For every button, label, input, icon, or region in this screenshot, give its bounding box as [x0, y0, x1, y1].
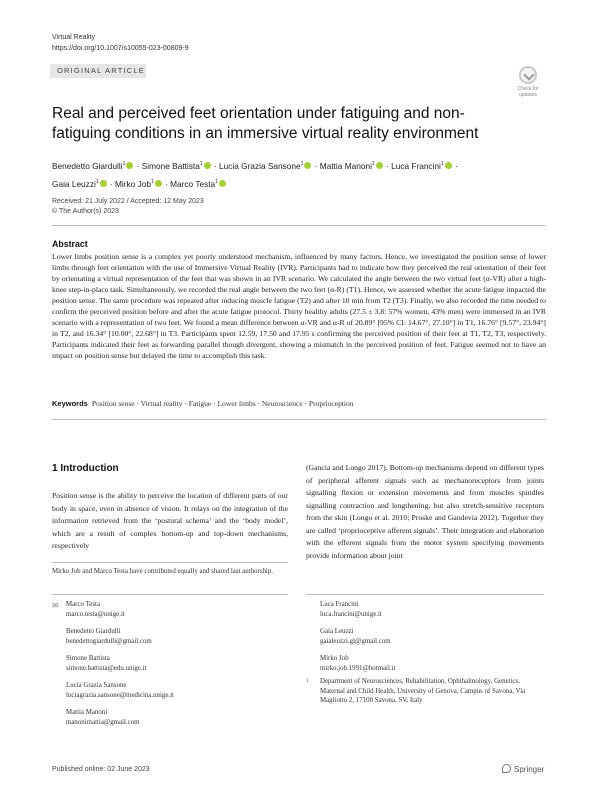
author-name: Lucia Grazia Sansone	[219, 161, 301, 171]
springer-horse-icon	[502, 764, 511, 773]
contact-email[interactable]: simone.battista@edu.unige.it	[66, 664, 147, 672]
keywords	[52, 398, 546, 409]
orcid-icon[interactable]	[155, 180, 162, 187]
keywords-label: Keywords	[52, 399, 88, 408]
author-affiliation-sup: 1	[122, 161, 126, 167]
contact-email[interactable]: benedettogiardulli@gmail.com	[66, 637, 152, 645]
contacts-right	[320, 600, 542, 683]
affiliation	[306, 677, 544, 706]
contact-entry	[66, 708, 286, 727]
section-heading-introduction: 1 Introduction	[52, 463, 119, 474]
abstract-heading: Abstract	[52, 239, 88, 249]
received-accepted-dates: Received: 21 July 2022 / Accepted: 12 May 2023	[52, 198, 204, 205]
orcid-icon[interactable]	[100, 180, 107, 187]
author-name: Gaia Leuzzi	[52, 179, 96, 189]
author-affiliation-sup: 1	[150, 179, 154, 185]
contact-entry	[320, 654, 542, 673]
author-name: Benedetto Giardulli	[52, 161, 123, 171]
article-title: Real and perceived feet orientation under fatiguing and non-fatiguing conditions in an immersive virtual reality environment	[52, 105, 479, 142]
journal-name: Virtual Reality	[52, 34, 96, 41]
contact-email[interactable]: manonimattia@gmail.com	[66, 718, 140, 726]
article-type-label: ORIGINAL ARTICLE	[57, 66, 145, 75]
author-affiliation-sup: 1	[300, 161, 304, 167]
author-affiliation-sup: 1	[199, 161, 203, 167]
contact-entry	[66, 681, 286, 700]
orcid-icon[interactable]	[445, 162, 452, 169]
contact-email[interactable]: luca.francini@unige.it	[320, 610, 382, 618]
contact-name: Mattia Manoni	[66, 709, 108, 716]
divider	[52, 225, 546, 226]
author-affiliation-sup: 1	[371, 161, 375, 167]
contact-name: Benedetto Giardulli	[66, 628, 121, 635]
check-updates-icon	[519, 66, 537, 84]
author-affiliation-sup: 1	[95, 179, 99, 185]
contact-entry	[66, 654, 286, 673]
intro-right-column: (Gancia and Longo 2017). Bottom-up mechanisms depend on different types of peripheral afferent signals such as mechanoreceptors from joints signalling flexion or extension movements and from muscles spindles signalling contraction and lengthening, but also stretch-sensitive receptors from the skin (Longo et al. 2010; Proske and Gandevia 2012). Together they are called ‘proprioceptive afferent signals’. Their integration and elaboration with the efferent signals from the motor system specifying movements provide information about joint	[306, 463, 544, 560]
article-dates	[52, 197, 204, 217]
orcid-icon[interactable]	[204, 162, 211, 169]
affiliation-text: Department of Neurosciences, Rehabilitation, Ophthalmology, Genetics, Maternal and Child Health, University of Genova, Campus of Savona, Via Magliotto 2, 17100 Savona, SV, Italy	[320, 678, 526, 704]
contact-entry	[66, 627, 286, 646]
contact-entry	[66, 600, 286, 619]
article-type-banner	[50, 64, 146, 78]
published-online-date: Published online: 02 June 2023	[52, 766, 150, 773]
affiliation-sup: 1	[306, 679, 309, 684]
contact-name: Gaia Leuzzi	[320, 628, 354, 635]
contact-email[interactable]: marco.testa@unige.it	[66, 610, 125, 618]
contact-entry	[320, 627, 542, 646]
badge-line-1: Check for	[517, 86, 539, 92]
authorship-footnote: Mirko Job and Marco Testa have contributed equally and shared last authorship.	[52, 568, 273, 575]
orcid-icon[interactable]	[304, 162, 311, 169]
contact-name: Simone Battista	[66, 655, 110, 662]
abstract-text: Lower limbs position sense is a complex yet poorly understood mechanism, influenced by many factors. Hence, we investigated the position sense of lower limbs through feet orientation with the use of Immersive Virtual Reality (IVR). Participants had to indicate how they perceived the real orientation of their feet by orientating a virtual representation of the feet that was shown in an IVR scenario. We calculated the angle between the two virtual feet (α-VR) after a high-knee step-in-place task. Simultaneously, we recorded the real angle between the two feet (α-R) (T1). Hence, we assessed whether the acute fatigue impacted the position sense. The same procedure was repeated after inducing muscle fatigue (T2) and after 10 min from T2 (T3). Finally, we also recorded the time needed to confirm the perceived position before and after the acute fatigue protocol. Thirty healthy adults (27.5 ± 3.8: 57% women, 43% men) were immersed in an IVR scenario with a representation of two feet. We found a mean difference between α-VR and α-R of 20.89° [95% CI: 14.67°, 27.10°] in T1, 16.76° [9.57°, 23.94°] in T2, and 16.34° [10.00°, 22.68°] in T3. Participants spent 12.59, 17.50 and 17.95 s confirming the perceived position of their feet at T1, T2, T3, respectively. Participants indicated their feet as forwarding parallel though divergent, showing a mismatch in the perceived position of feet. Fatigue seemed not to have an impact on position sense but delayed the time to accomplish this task.	[52, 252, 546, 360]
orcid-icon[interactable]	[376, 162, 383, 169]
author-name: Marco Testa	[170, 179, 216, 189]
orcid-icon[interactable]	[219, 180, 226, 187]
badge-line-2: updates	[519, 92, 537, 98]
divider	[52, 594, 288, 595]
doi-link[interactable]: https://doi.org/10.1007/s10055-023-00809-9	[52, 45, 189, 52]
author-name: Luca Francini	[391, 161, 441, 171]
envelope-icon: ✉	[52, 601, 59, 610]
author-name: Mattia Manoni	[319, 161, 372, 171]
publisher-logo	[502, 764, 544, 774]
divider	[306, 594, 544, 595]
author-name: Mirko Job	[114, 179, 151, 189]
contact-name: Mirko Job	[320, 655, 349, 662]
author-affiliation-sup: 1	[440, 161, 444, 167]
intro-left-column: Position sense is the ability to perceive the location of different parts of our body in space, even in absence of vision. It relays on the integration of the information retrieved from the ‘postural schema’ and the ‘body model’, which are a result of complex bottom-up and top-down mechanisms, respectively	[52, 491, 288, 550]
contact-email[interactable]: luciagrazia.sansone@medicina.unige.it	[66, 691, 174, 699]
contacts-left	[66, 600, 286, 727]
divider	[52, 419, 546, 420]
contact-email[interactable]: mirko.job.1991@hotmail.it	[320, 664, 396, 672]
contact-email[interactable]: gaialeuzzi.gl@gmail.com	[320, 637, 391, 645]
contact-name: Luca Francini	[320, 601, 359, 608]
footnote-divider	[52, 562, 288, 563]
author-list: Benedetto Giardulli$^1$ · Simone Battista$^1$ · Lucia Grazia Sansone$^1$ · Mattia Manoni$^1$ · Luca Francini$^1$ · Gaia Leuzzi$^1$ · Mirko Job$^1$ · Marco Testa$^1$	[52, 161, 458, 189]
author-name: Simone Battista	[141, 161, 200, 171]
contact-entry	[320, 600, 542, 619]
copyright-line: © The Author(s) 2023	[52, 208, 119, 215]
check-for-updates-badge[interactable]	[512, 66, 544, 102]
keywords-list: Position sense · Virtual reality · Fatigue · Lower limbs · Neuroscience · Proprioception	[91, 399, 354, 408]
author-affiliation-sup: 1	[215, 179, 218, 185]
contact-name: Marco Testa	[66, 601, 101, 608]
contact-name: Lucia Grazia Sansone	[66, 682, 127, 689]
publisher-name: Springer	[514, 765, 545, 774]
orcid-icon[interactable]	[126, 162, 133, 169]
